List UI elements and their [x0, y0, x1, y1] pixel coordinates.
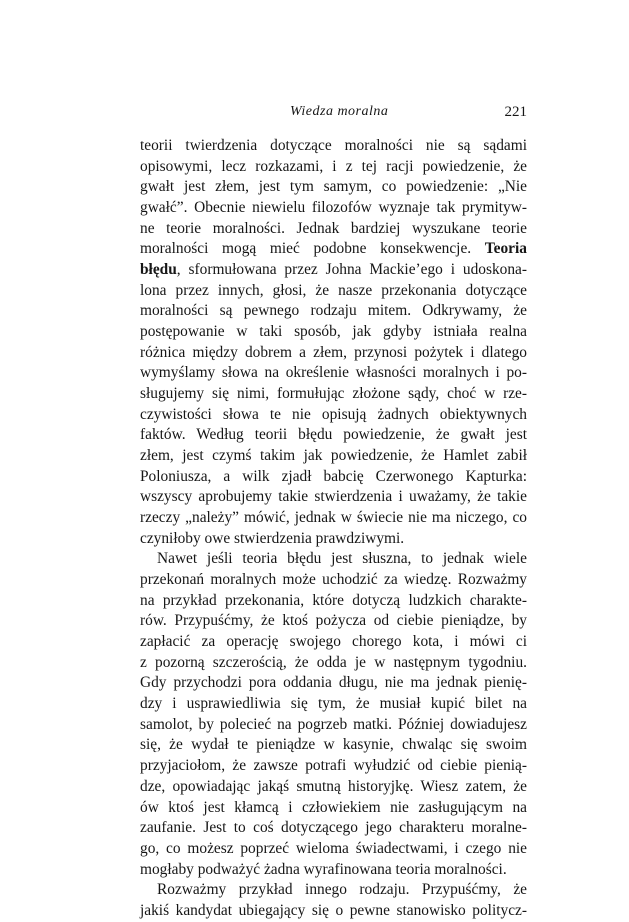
text-line: przekonań moralnych może uchodzić za wiedzę. Rozważmy — [140, 571, 527, 589]
paragraph-1 — [140, 136, 527, 549]
text-line: lona przez innych, głosi, że nasze przekonania dotyczące — [140, 281, 527, 299]
text-line: różnica między dobrem a złem, przynosi pożytek i dlatego — [140, 343, 527, 361]
text-line: ów ktoś jest kłamcą i człowiekiem nie zasługującym na — [140, 798, 527, 816]
text-line-with-term — [140, 260, 527, 281]
text-segment: , sformułowana przez Johna Mackie’ego i udoskona- — [176, 261, 527, 279]
text-line: dze, opowiadając jakąś smutną historyjkę. Wiesz zatem, że — [140, 777, 527, 795]
text-line: faktów. Według teorii błędu powiedzenie, że gwałt jest — [140, 426, 527, 444]
paragraph-2 — [140, 549, 527, 880]
text-line: sługujemy się nimi, formułując złożone sądy, choć w rze- — [140, 385, 527, 403]
text-line: jakiś kandydat ubiegający się o pewne stanowisko politycz- — [140, 901, 527, 919]
text-line: rzeczy „należy” mówić, jednak w świecie nie ma niczego, co — [140, 509, 527, 527]
bold-term: błędu — [140, 261, 177, 279]
text-line: czywistości słowa te nie opisują żadnych obiektywnych — [140, 405, 527, 423]
text-line: na przykład przekonania, które dotyczą ludzkich charakte- — [140, 591, 527, 609]
bold-term: Teoria — [484, 240, 527, 258]
text-line: wszyscy aprobujemy takie stwierdzenia i uważamy, że takie — [140, 488, 527, 506]
text-line-with-term — [140, 239, 527, 260]
text-line: postępowanie w taki sposób, jak gdyby istniała realna — [140, 323, 527, 341]
text-line: wymyślamy słowa na określenie własności moralnych i po- — [140, 364, 527, 382]
text-line: samolot, by polecieć na pogrzeb matki. Później dowiadujesz — [140, 715, 527, 733]
text-line: złem, jest czymś takim jak powiedzenie, że Hamlet zabił — [140, 447, 527, 465]
body-text — [140, 136, 527, 922]
text-line: rów. Przypuśćmy, że ktoś pożycza od ciebie pieniądze, by — [140, 612, 527, 630]
text-line: moralności są pewnego rodzaju mitem. Odkrywamy, że — [140, 302, 527, 320]
text-segment: moralności mogą mieć podobne konsekwencje. — [140, 240, 472, 258]
page-number: 221 — [504, 104, 527, 120]
text-line: go, co możesz poprzeć wieloma świadectwami, i czego nie — [140, 839, 527, 857]
paragraph-3 — [140, 880, 527, 921]
text-line: gwałć”. Obecnie niewielu filozofów wyznaje tak prymityw- — [140, 199, 527, 217]
text-line: się, że wydał te pieniądze w kasynie, chwaląc się swoim — [140, 736, 527, 754]
text-line: z pozorną szczerością, że odda je w następnym tygodniu. — [140, 653, 527, 671]
running-title: Wiedza moralna — [290, 104, 389, 119]
text-line: zapłacić za operację swojego chorego kota, i mówi ci — [140, 633, 527, 651]
text-line: teorii twierdzenia dotyczące moralności nie są sądami — [140, 137, 527, 154]
text-line: Poloniusza, a wilk zjadł babcię Czerwonego Kapturka: — [140, 467, 527, 485]
running-head — [140, 104, 527, 124]
text-line: czyniłoby owe stwierdzenia prawdziwymi. — [140, 529, 405, 547]
text-line: Nawet jeśli teoria błędu jest słuszna, to jednak wiele — [157, 550, 527, 568]
text-line: mogłaby podważyć żadna wyrafinowana teoria moralności. — [140, 860, 507, 878]
text-line: dzy i usprawiedliwia się tym, że musiał kupić bilet na — [140, 695, 527, 713]
text-line: Gdy przychodzi pora oddania długu, nie ma jednak pienię- — [140, 674, 527, 692]
text-line: zaufanie. Jest to coś dotyczącego jego charakteru moralne- — [140, 819, 527, 837]
text-line: przyjaciołom, że zawsze potrafi wyłudzić od ciebie pienią- — [140, 757, 527, 775]
text-line: ne teorie moralności. Jednak bardziej wyszukane teorie — [140, 219, 527, 237]
text-line: Rozważmy przykład innego rodzaju. Przypuśćmy, że — [157, 881, 527, 899]
text-line: gwałt jest złem, jest tym samym, co powiedzenie: „Nie — [140, 178, 527, 196]
text-line: opisowymi, lecz rozkazami, i z tej racji powiedzenie, że — [140, 157, 527, 175]
